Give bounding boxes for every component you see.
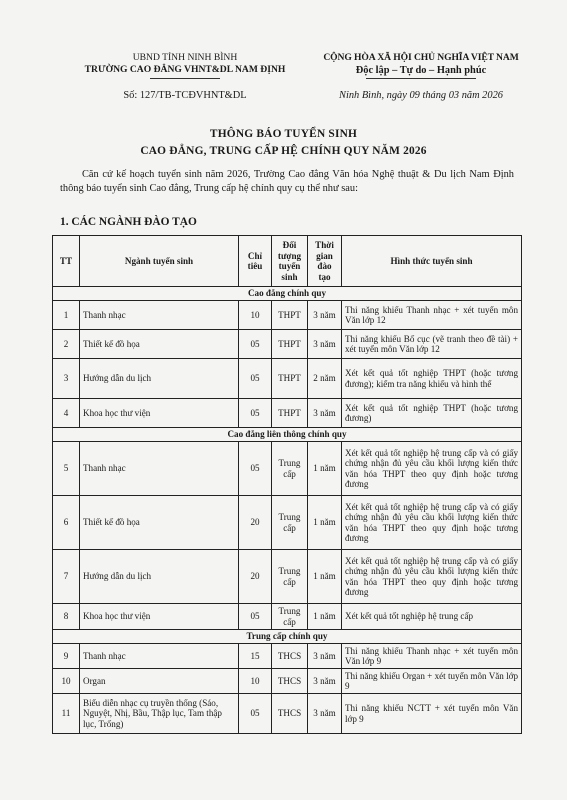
- table-row: [53, 359, 522, 399]
- intro-paragraph: Căn cứ kế hoạch tuyển sinh năm 2026, Trường Cao đẳng Văn hóa Nghệ thuật & Du lịch Nam Định thông báo tuyển sinh Cao đẳng, Trung cấp hệ chính quy cụ thể như sau:: [60, 169, 514, 194]
- group-row: [53, 428, 522, 442]
- header-major: Ngành tuyển sinh: [80, 236, 239, 287]
- cell-major: Thanh nhạc: [80, 301, 239, 330]
- cell-major: Organ: [80, 669, 239, 694]
- table-row: [53, 442, 522, 496]
- cell-duration: 3 năm: [308, 694, 342, 734]
- table-row: [53, 644, 522, 669]
- group-label: Cao đẳng chính quy: [53, 287, 522, 301]
- table-row: [53, 669, 522, 694]
- cell-major: Hướng dẫn du lịch: [80, 550, 239, 604]
- header-method: Hình thức tuyển sinh: [342, 236, 522, 287]
- cell-method: Xét kết quả tốt nghiệp hệ trung cấp: [342, 604, 522, 630]
- group-label: Trung cấp chính quy: [53, 630, 522, 644]
- cell-tt: 8: [53, 604, 80, 630]
- issuer-parent: UBND TỈNH NINH BÌNH: [132, 52, 238, 63]
- cell-target: Trung cấp: [272, 442, 308, 496]
- issuer-block: [60, 52, 310, 79]
- table-row: [53, 301, 522, 330]
- document-title: THÔNG BÁO TUYỂN SINH: [209, 128, 358, 140]
- group-row: [53, 287, 522, 301]
- cell-quota: 10: [239, 301, 272, 330]
- cell-tt: 6: [53, 496, 80, 550]
- cell-major: Khoa học thư viện: [80, 604, 239, 630]
- group-label: Cao đẳng liên thông chính quy: [53, 428, 522, 442]
- cell-target: Trung cấp: [272, 550, 308, 604]
- cell-tt: 7: [53, 550, 80, 604]
- cell-quota: 05: [239, 330, 272, 359]
- cell-method: Xét kết quả tốt nghiệp hệ trung cấp và có giấy chứng nhận đủ yêu cầu khối lượng kiến thức văn hóa THPT theo quy định hoặc tương đương: [342, 496, 522, 550]
- issuer-underline: [150, 78, 220, 79]
- cell-duration: 3 năm: [308, 399, 342, 428]
- national-motto-block: [296, 52, 546, 79]
- document-number: Số: 127/TB-TCĐVHNT&DL: [123, 90, 247, 101]
- cell-method: Xét kết quả tốt nghiệp THPT (hoặc tương đương); kiểm tra năng khiếu và hình thể: [342, 359, 522, 399]
- cell-quota: 05: [239, 604, 272, 630]
- cell-duration: 3 năm: [308, 669, 342, 694]
- cell-tt: 2: [53, 330, 80, 359]
- cell-duration: 1 năm: [308, 496, 342, 550]
- cell-tt: 5: [53, 442, 80, 496]
- table-row: [53, 399, 522, 428]
- group-row: [53, 630, 522, 644]
- cell-quota: 20: [239, 550, 272, 604]
- cell-target: THPT: [272, 399, 308, 428]
- header-duration: Thời gian đào tạo: [308, 236, 342, 287]
- table-row: [53, 496, 522, 550]
- section-heading: 1. CÁC NGÀNH ĐÀO TẠO: [60, 216, 197, 228]
- cell-major: Hướng dẫn du lịch: [80, 359, 239, 399]
- cell-duration: 3 năm: [308, 301, 342, 330]
- cell-target: THPT: [272, 301, 308, 330]
- cell-method: Thi năng khiếu NCTT + xét tuyển môn Văn lớp 9: [342, 694, 522, 734]
- header-target: Đối tượng tuyển sinh: [272, 236, 308, 287]
- cell-method: Xét kết quả tốt nghiệp hệ trung cấp và có giấy chứng nhận đủ yêu cầu khối lượng kiến thức văn hóa THPT theo quy định hoặc tương đương: [342, 550, 522, 604]
- cell-target: THCS: [272, 694, 308, 734]
- cell-method: Thi năng khiếu Bố cục (vẽ tranh theo đề tài) + xét tuyển môn Văn lớp 12: [342, 330, 522, 359]
- cell-quota: 15: [239, 644, 272, 669]
- cell-target: THCS: [272, 644, 308, 669]
- cell-target: THPT: [272, 359, 308, 399]
- cell-tt: 1: [53, 301, 80, 330]
- issuer-name: TRƯỜNG CAO ĐẲNG VHNT&DL NAM ĐỊNH: [84, 64, 286, 75]
- cell-tt: 11: [53, 694, 80, 734]
- cell-method: Thi năng khiếu Thanh nhạc + xét tuyển môn Văn lớp 12: [342, 301, 522, 330]
- motto-underline: [366, 78, 476, 79]
- cell-target: THCS: [272, 669, 308, 694]
- cell-method: Xét kết quả tốt nghiệp THPT (hoặc tương đương): [342, 399, 522, 428]
- cell-quota: 05: [239, 359, 272, 399]
- cell-major: Khoa học thư viện: [80, 399, 239, 428]
- cell-tt: 10: [53, 669, 80, 694]
- header-tt: TT: [53, 236, 80, 287]
- cell-tt: 9: [53, 644, 80, 669]
- table-row: [53, 550, 522, 604]
- header-quota: Chỉ tiêu: [239, 236, 272, 287]
- national-motto: Độc lập – Tự do – Hạnh phúc: [355, 65, 487, 76]
- table-row: [53, 330, 522, 359]
- cell-quota: 05: [239, 399, 272, 428]
- cell-tt: 4: [53, 399, 80, 428]
- cell-duration: 3 năm: [308, 644, 342, 669]
- cell-duration: 1 năm: [308, 550, 342, 604]
- cell-major: Biểu diễn nhạc cụ truyền thống (Sáo, Nguyệt, Nhị, Bầu, Thập lục, Tam thập lục, Trống): [80, 694, 239, 734]
- cell-tt: 3: [53, 359, 80, 399]
- cell-quota: 20: [239, 496, 272, 550]
- cell-duration: 1 năm: [308, 442, 342, 496]
- cell-major: Thiết kế đồ họa: [80, 330, 239, 359]
- cell-target: Trung cấp: [272, 604, 308, 630]
- document-subtitle: CAO ĐẲNG, TRUNG CẤP HỆ CHÍNH QUY NĂM 2026: [140, 145, 427, 157]
- cell-method: Thi năng khiếu Thanh nhạc + xét tuyển môn Văn lớp 9: [342, 644, 522, 669]
- majors-table: [52, 235, 522, 734]
- cell-target: Trung cấp: [272, 496, 308, 550]
- cell-quota: 05: [239, 694, 272, 734]
- cell-duration: 2 năm: [308, 359, 342, 399]
- cell-duration: 1 năm: [308, 604, 342, 630]
- cell-method: Thi năng khiếu Organ + xét tuyển môn Văn lớp 9: [342, 669, 522, 694]
- cell-quota: 05: [239, 442, 272, 496]
- place-date: Ninh Bình, ngày 09 tháng 03 năm 2026: [339, 90, 503, 101]
- cell-major: Thiết kế đồ họa: [80, 496, 239, 550]
- cell-major: Thanh nhạc: [80, 644, 239, 669]
- table-row: [53, 694, 522, 734]
- cell-method: Xét kết quả tốt nghiệp hệ trung cấp và có giấy chứng nhận đủ yêu cầu khối lượng kiến thức văn hóa THPT theo quy định hoặc tương đương: [342, 442, 522, 496]
- cell-target: THPT: [272, 330, 308, 359]
- cell-major: Thanh nhạc: [80, 442, 239, 496]
- cell-quota: 10: [239, 669, 272, 694]
- national-title: CỘNG HÒA XÃ HỘI CHỦ NGHĨA VIỆT NAM: [323, 52, 519, 63]
- cell-duration: 3 năm: [308, 330, 342, 359]
- table-row: [53, 604, 522, 630]
